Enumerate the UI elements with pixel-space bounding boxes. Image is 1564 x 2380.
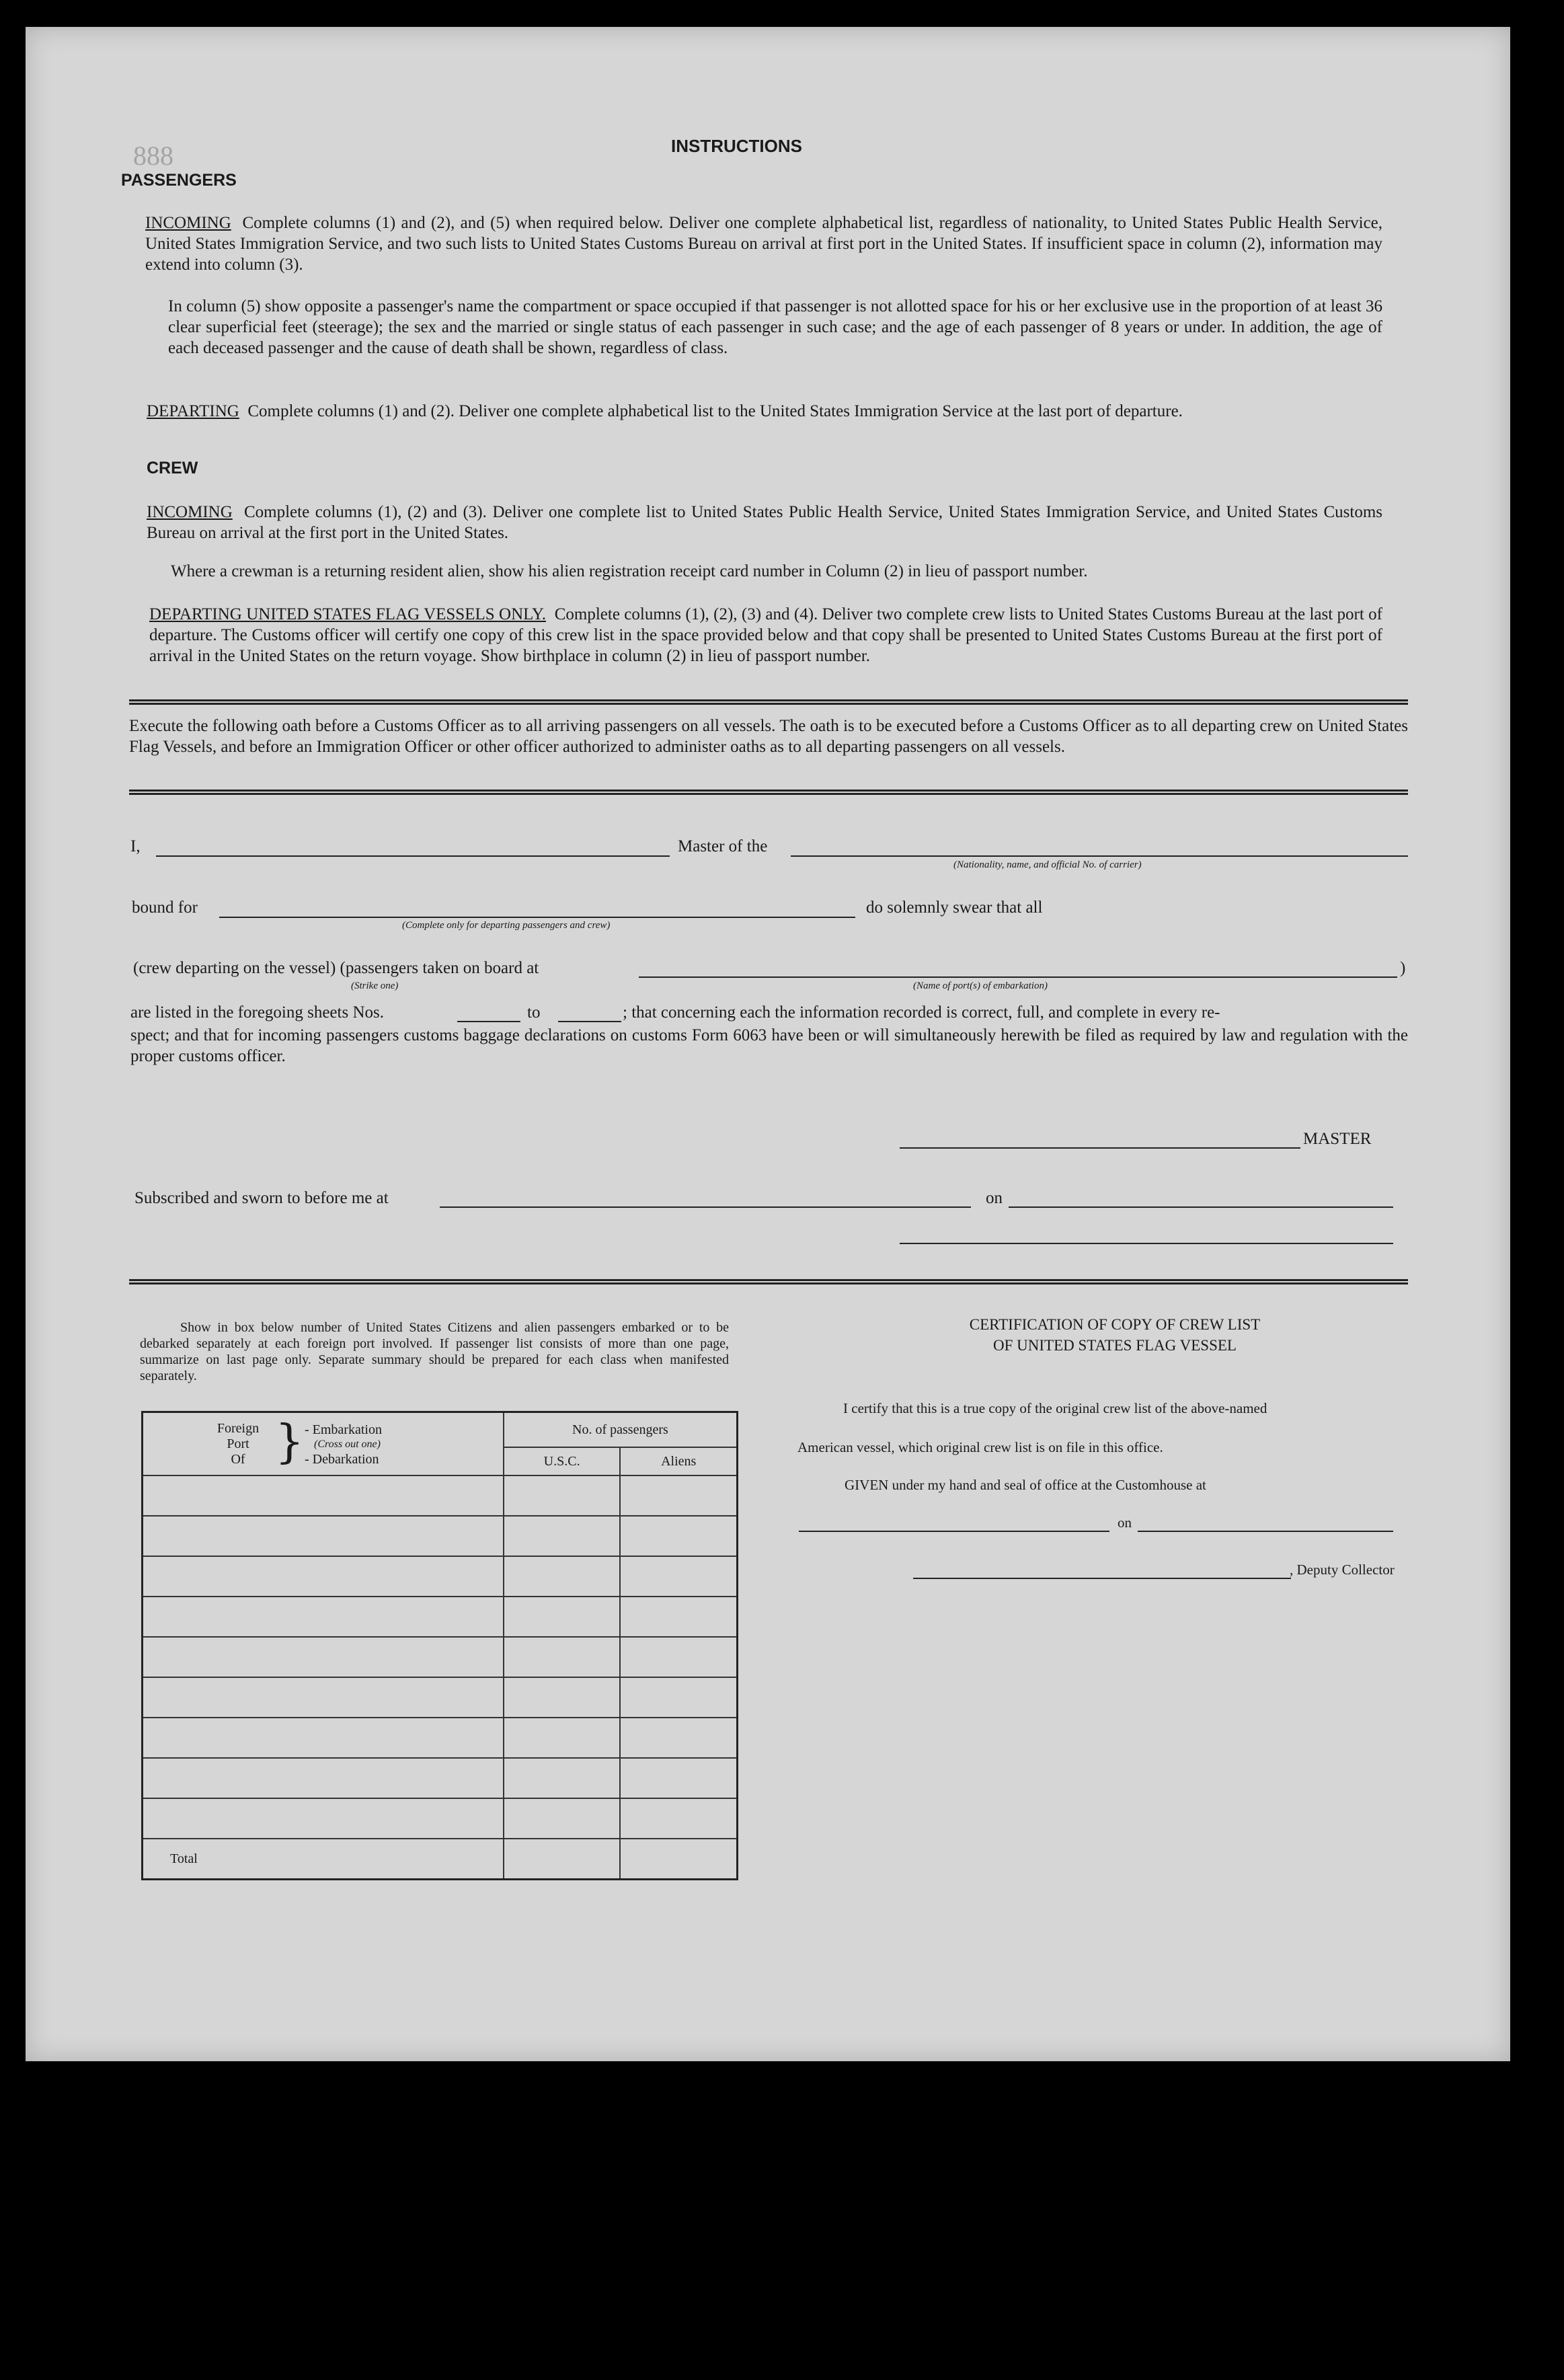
listed-text-c: spect; and that for incoming passengers customs baggage declarations on customs Form 6063 have been or will simultaneously herewith be filed as required by law and regulation with the proper customs officer. [130,1026,1408,1065]
close-paren: ) [1400,959,1406,977]
certification-title [812,1314,1417,1356]
crew-flag-label: DEPARTING UNITED STATES FLAG VESSELS ONLY. [149,605,546,623]
listed-to: to [527,1003,541,1022]
table-row [143,1798,738,1839]
cross-out-label: (Cross out one) [314,1438,381,1450]
passengers-incoming-label: INCOMING [145,214,231,232]
table-row [143,1516,738,1556]
subscribed-label: Subscribed and sworn to before me at [134,1189,389,1207]
crew-incoming-text: Complete columns (1), (2) and (3). Deliver one complete list to United States Public Health Service, United States Immigration Service, and United States Customs Bureau on arrival at the first port in the United States. [147,503,1383,542]
divider-double [129,699,1408,705]
master-label: MASTER [1303,1130,1372,1148]
deputy-collector-label: , Deputy Collector [1290,1562,1395,1578]
passengers-column5-paragraph: In column (5) show opposite a passenger's name the compartment or space occupied if that passenger is not allotted space for his or her exclusive use in the proportion of at least 36 clear superficial feet (steerage); the sex and the married or single status of each passenger in such case; and the age of each passenger of 8 years or under. In addition, the age of each deceased passenger and the cause of death shall be shown, regardless of class. [168,297,1382,357]
strike-caption: (Strike one) [351,981,399,991]
total-row [143,1839,738,1880]
crew-flag-paragraph [149,604,1382,666]
officer-signature-field[interactable] [900,1243,1393,1244]
total-usc-cell[interactable] [504,1839,621,1880]
passengers-incoming-paragraph [145,213,1382,275]
table-row [143,1758,738,1798]
table-row [143,1475,738,1516]
stamp-number: 888 [133,141,173,171]
swear-label: do solemnly swear that all [866,898,1043,917]
deputy-signature-field[interactable] [913,1578,1291,1579]
embarkation-port-field[interactable] [639,976,1397,978]
certify-line1: I certify that this is a true copy of the original crew list of the above-named [843,1400,1267,1416]
subscribed-on-label: on [986,1189,1003,1207]
divider-double [129,1279,1408,1284]
certification-title-line1: CERTIFICATION OF COPY OF CREW LIST [969,1316,1261,1333]
divider-double [129,790,1408,795]
table-row [143,1718,738,1758]
aliens-header: Aliens [620,1447,737,1475]
passengers-departing-text: Complete columns (1) and (2). Deliver one complete alphabetical list to the United States Immigration Service at the last port of departure. [247,402,1183,420]
table-row [143,1677,738,1718]
listed-text-b: ; that concerning each the information recorded is correct, full, and complete in every re- [623,1003,1220,1022]
no-of-passengers-header: No. of passengers [504,1412,738,1448]
crew-departing-label: (crew departing on the vessel) (passengers taken on board at [133,959,539,977]
sheet-from-field[interactable] [457,1021,520,1022]
oath-intro-paragraph: Execute the following oath before a Customs Officer as to all arriving passengers on all vessels. The oath is to be executed before a Customs Officer as to all departing crew on United States Flag Vessels, and before an Immigration Officer or other officer authorized to administer oaths as to all departing passengers on all vessels. [129,717,1408,756]
crew-incoming-label: INCOMING [147,503,233,521]
customhouse-place-field[interactable] [799,1531,1109,1532]
passenger-summary-table [141,1411,738,1880]
bound-for-field[interactable] [219,917,855,918]
document-sheet [26,27,1510,2061]
bound-for-label: bound for [132,898,198,917]
master-name-field[interactable] [156,855,670,857]
passengers-incoming-text: Complete columns (1) and (2), and (5) when required below. Deliver one complete alphabetical list, regardless of nationality, to United States Public Health Service, United States Immigration Service, and two such lists to United States Customs Bureau on arrival at first port in the United States. If insufficient space in column (2), information may extend into column (3). [145,214,1383,274]
table-row [143,1597,738,1637]
passengers-heading: PASSENGERS [121,171,237,190]
master-signature-field[interactable] [900,1147,1300,1149]
port-label: Port [227,1436,249,1451]
of-label: Of [231,1452,245,1467]
bound-for-caption: (Complete only for departing passengers and crew) [402,920,611,931]
oath-i-label: I, [130,837,141,855]
summary-instructions: Show in box below number of United States Citizens and alien passengers embarked or to be debarked separately at each foreign port involved. If passenger list consists of more than one page, summarize on last page only. Separate summary should be prepared for each class when manifested separately. [140,1320,729,1383]
brace-symbol: } [275,1416,305,1469]
passengers-departing-label: DEPARTING [147,402,239,420]
usc-header: U.S.C. [504,1447,621,1475]
foreign-label: Foreign [217,1421,260,1436]
total-label: Total [143,1839,504,1880]
crew-incoming-paragraph [147,502,1382,543]
certification-title-line2: OF UNITED STATES FLAG VESSEL [993,1337,1237,1354]
debarkation-label: - Debarkation [305,1452,379,1467]
port-caption: (Name of port(s) of embarkation) [913,981,1048,991]
crew-heading: CREW [147,459,198,477]
page-title: INSTRUCTIONS [671,136,802,156]
embarkation-label: - Embarkation [305,1422,382,1437]
certify-line2: American vessel, which original crew list is on file in this office. [797,1439,1163,1455]
crew-resident-paragraph: Where a crewman is a returning resident alien, show his alien registration receipt card number in Column (2) in lieu of passport number. [171,562,1088,580]
subscribed-place-field[interactable] [440,1206,971,1208]
table-row [143,1556,738,1597]
passengers-departing-paragraph [147,401,1382,422]
listed-text-a: are listed in the foregoing sheets Nos. [130,1003,384,1022]
certification-on-label: on [1118,1514,1132,1531]
crew-flag-text: Complete columns (1), (2), (3) and (4). Deliver two complete crew lists to United States Customs Bureau at the last port of departure. The Customs officer will certify one copy of this crew list in the space provided below and that copy shall be presented to United States Customs Bureau at the first port of arrival in the United States on the return voyage. Show birthplace in column (2) in lieu of passport number. [149,605,1382,665]
table-row [143,1637,738,1677]
given-line: GIVEN under my hand and seal of office at the Customhouse at [845,1477,1206,1493]
carrier-caption: (Nationality, name, and official No. of carrier) [953,859,1142,870]
sheet-to-field[interactable] [558,1021,621,1022]
carrier-field[interactable] [791,855,1408,857]
certification-date-field[interactable] [1138,1531,1393,1532]
subscribed-date-field[interactable] [1009,1206,1393,1208]
total-aliens-cell[interactable] [620,1839,737,1880]
master-of-the-label: Master of the [678,837,768,855]
port-header-cell [143,1412,504,1476]
